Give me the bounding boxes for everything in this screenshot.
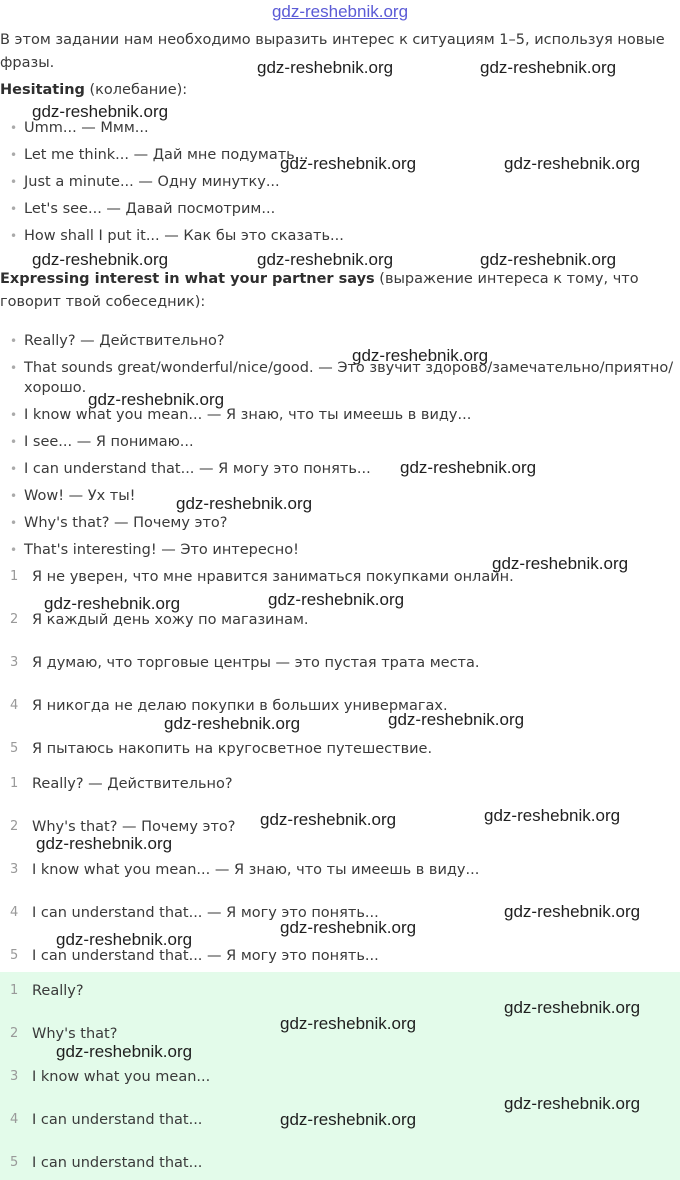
watermark: gdz-reshebnik.org <box>280 154 417 173</box>
bullet-dot-icon: • <box>10 148 18 162</box>
bullet-dot-icon: • <box>10 462 18 476</box>
list-number: 2 <box>10 1026 19 1041</box>
translated-answer-text: I can understand that... — Я могу это понять... <box>32 948 379 964</box>
answer-item <box>10 981 84 1001</box>
watermark: gdz-reshebnik.org <box>88 390 225 409</box>
expressing-item-text: I know what you mean... — Я знаю, что ты имеешь в виду... <box>24 407 472 423</box>
watermark: gdz-reshebnik.org <box>504 902 641 921</box>
list-number: 5 <box>10 1155 19 1170</box>
situation-text: Я не уверен, что мне нравится заниматься покупками онлайн. <box>32 569 514 585</box>
translated-answer-text: Really? — Действительно? <box>32 776 233 792</box>
site-header-link[interactable]: gdz-reshebnik.org <box>271 2 409 21</box>
expressing-item <box>10 486 676 506</box>
expressing-heading <box>0 268 676 314</box>
list-number: 2 <box>10 819 19 834</box>
hesitating-item-text: Just a minute... — Одну минутку... <box>24 174 280 190</box>
hesitating-item-text: Umm... — Ммм... <box>24 120 149 136</box>
watermark: gdz-reshebnik.org <box>32 102 169 121</box>
expressing-item-text: I see... — Я понимаю... <box>24 434 194 450</box>
expressing-item-text: That's interesting! — Это интересно! <box>24 542 299 558</box>
bullet-dot-icon: • <box>10 121 18 135</box>
watermark: gdz-reshebnik.org <box>164 714 301 733</box>
bullet-dot-icon: • <box>10 516 18 530</box>
watermark: gdz-reshebnik.org <box>56 930 193 949</box>
expressing-item-text: Why's that? — Почему это? <box>24 515 228 531</box>
watermark: gdz-reshebnik.org <box>280 918 417 937</box>
expressing-item <box>10 540 676 560</box>
watermark: gdz-reshebnik.org <box>257 58 394 77</box>
list-number: 3 <box>10 655 19 670</box>
translated-answer-item <box>10 946 379 966</box>
bullet-dot-icon: • <box>10 361 18 375</box>
translated-answer-text: I can understand that... — Я могу это понять... <box>32 905 379 921</box>
list-number: 2 <box>10 612 19 627</box>
expressing-item <box>10 459 676 479</box>
watermark: gdz-reshebnik.org <box>504 998 641 1017</box>
list-number: 4 <box>10 905 19 920</box>
translated-answer-item <box>10 817 235 837</box>
list-number: 5 <box>10 741 19 756</box>
list-number: 1 <box>10 776 19 791</box>
watermark: gdz-reshebnik.org <box>504 1094 641 1113</box>
expressing-item-text: That sounds great/wonderful/nice/good. — Это звучит здорово/замечательно/приятно/хорошо. <box>24 360 674 396</box>
translated-answer-text: Why's that? — Почему это? <box>32 819 236 835</box>
bullet-dot-icon: • <box>10 334 18 348</box>
situation-item <box>10 653 480 673</box>
translated-answer-item <box>10 860 479 880</box>
hesitating-item <box>10 172 676 192</box>
situation-text: Я никогда не делаю покупки в больших универмагах. <box>32 698 448 714</box>
expressing-item <box>10 513 676 533</box>
expressing-item-text: Really? — Действительно? <box>24 333 225 349</box>
situation-item <box>10 567 514 587</box>
answer-text: Really? <box>32 983 84 999</box>
answer-text: I know what you mean... <box>32 1069 211 1085</box>
list-number: 3 <box>10 1069 19 1084</box>
expressing-subtitle: (выражение интереса к тому, что говорит твой собеседник): <box>0 271 639 310</box>
bullet-dot-icon: • <box>10 489 18 503</box>
list-number: 1 <box>10 569 19 584</box>
answer-item <box>10 1067 210 1087</box>
watermark: gdz-reshebnik.org <box>388 710 525 729</box>
watermark: gdz-reshebnik.org <box>280 1110 417 1129</box>
watermark: gdz-reshebnik.org <box>480 58 617 77</box>
list-number: 1 <box>10 983 19 998</box>
expressing-item <box>10 358 676 398</box>
watermark: gdz-reshebnik.org <box>32 250 169 269</box>
hesitating-item <box>10 226 676 246</box>
bullet-dot-icon: • <box>10 202 18 216</box>
answer-text: Why's that? <box>32 1026 118 1042</box>
answer-item <box>10 1110 202 1130</box>
situation-item <box>10 739 432 759</box>
watermark: gdz-reshebnik.org <box>280 1014 417 1033</box>
list-number: 3 <box>10 862 19 877</box>
expressing-item <box>10 432 676 452</box>
bullet-dot-icon: • <box>10 229 18 243</box>
answer-text: I can understand that... <box>32 1112 203 1128</box>
watermark: gdz-reshebnik.org <box>36 834 173 853</box>
translated-answer-item <box>10 774 233 794</box>
hesitating-title: Hesitating <box>0 82 85 98</box>
list-number: 4 <box>10 1112 19 1127</box>
watermark: gdz-reshebnik.org <box>268 590 405 609</box>
answer-text: I can understand that... <box>32 1155 203 1171</box>
watermark: gdz-reshebnik.org <box>56 1042 193 1061</box>
list-number: 5 <box>10 948 19 963</box>
bullet-dot-icon: • <box>10 175 18 189</box>
hesitating-item <box>10 145 676 165</box>
situation-text: Я каждый день хожу по магазинам. <box>32 612 309 628</box>
watermark: gdz-reshebnik.org <box>504 154 641 173</box>
hesitating-item-text: Let me think... — Дай мне подумать... <box>24 147 309 163</box>
bullet-dot-icon: • <box>10 435 18 449</box>
situation-item <box>10 696 448 716</box>
situation-text: Я думаю, что торговые центры — это пустая трата места. <box>32 655 480 671</box>
hesitating-subtitle: (колебание): <box>84 82 188 98</box>
watermark: gdz-reshebnik.org <box>352 346 489 365</box>
hesitating-heading <box>0 79 676 102</box>
hesitating-item <box>10 199 676 219</box>
watermark: gdz-reshebnik.org <box>400 458 537 477</box>
list-number: 4 <box>10 698 19 713</box>
watermark: gdz-reshebnik.org <box>176 494 313 513</box>
intro-text: В этом задании нам необходимо выразить интерес к ситуациям 1–5, используя новые фразы. <box>0 32 665 71</box>
watermark: gdz-reshebnik.org <box>480 250 617 269</box>
situation-text: Я пытаюсь накопить на кругосветное путешествие. <box>32 741 433 757</box>
translated-answer-item <box>10 903 379 923</box>
answer-item <box>10 1024 117 1044</box>
expressing-item <box>10 405 676 425</box>
watermark: gdz-reshebnik.org <box>484 806 621 825</box>
translated-answer-text: I know what you mean... — Я знаю, что ты имеешь в виду... <box>32 862 480 878</box>
hesitating-item-text: How shall I put it... — Как бы это сказать... <box>24 228 344 244</box>
watermark: gdz-reshebnik.org <box>492 554 629 573</box>
answer-item <box>10 1153 202 1173</box>
bullet-dot-icon: • <box>10 408 18 422</box>
expressing-item-text: I can understand that... — Я могу это понять... <box>24 461 371 477</box>
hesitating-item-text: Let's see... — Давай посмотрим... <box>24 201 276 217</box>
watermark: gdz-reshebnik.org <box>257 250 394 269</box>
watermark: gdz-reshebnik.org <box>260 810 397 829</box>
bullet-dot-icon: • <box>10 543 18 557</box>
expressing-title: Expressing interest in what your partner says <box>0 271 375 287</box>
situation-item <box>10 610 309 630</box>
expressing-item-text: Wow! — Ух ты! <box>24 488 136 504</box>
expressing-item <box>10 331 676 351</box>
watermark: gdz-reshebnik.org <box>44 594 181 613</box>
hesitating-item <box>10 118 676 138</box>
